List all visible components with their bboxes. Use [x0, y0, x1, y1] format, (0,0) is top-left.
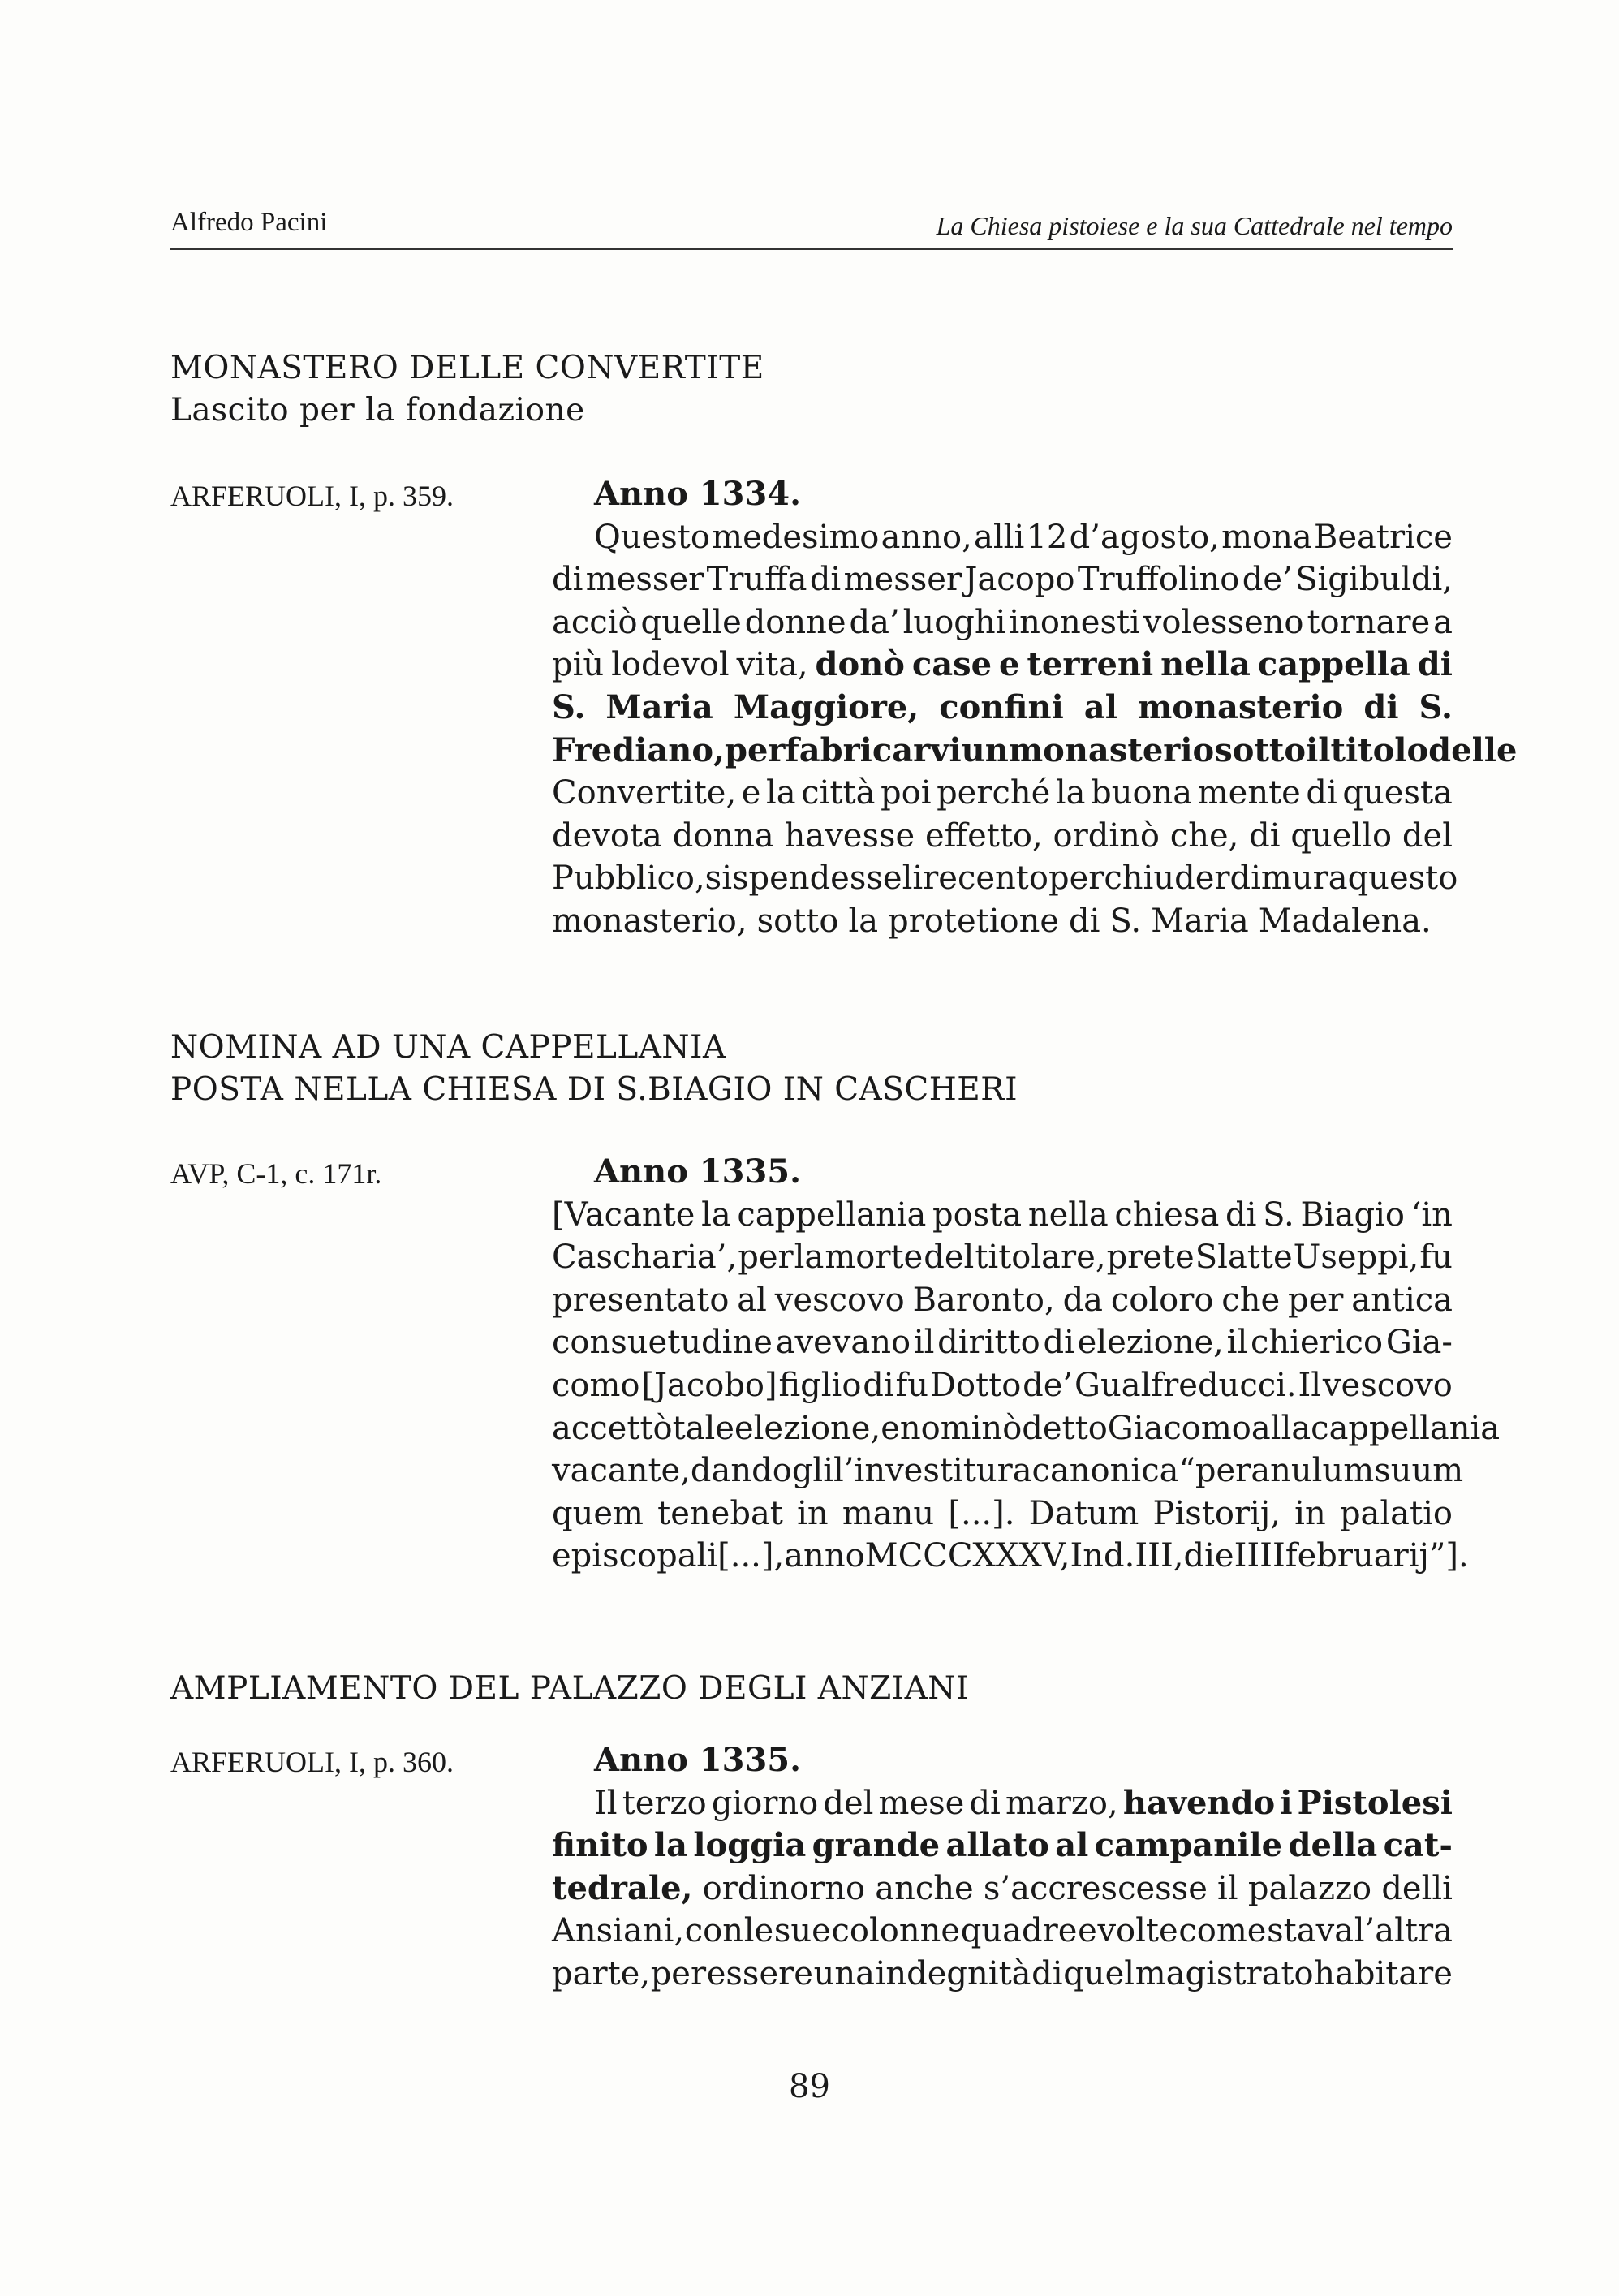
word: Gualfreducci.: [1074, 1366, 1297, 1404]
word: finito: [552, 1826, 648, 1865]
word: die: [1183, 1537, 1234, 1575]
word: cappellania: [1311, 1409, 1501, 1447]
text-line: [552, 1953, 1453, 1996]
word: de’: [1242, 561, 1293, 599]
word: case: [911, 645, 992, 684]
word: tale: [672, 1409, 734, 1447]
word: acciò: [552, 603, 638, 641]
word: nella: [1160, 645, 1251, 684]
text-line: [552, 1910, 1453, 1953]
word: anno: [784, 1537, 865, 1575]
word: delle: [1428, 730, 1518, 769]
word: per: [1048, 859, 1104, 898]
word: sue: [773, 1912, 831, 1950]
word: di: [1043, 1324, 1074, 1362]
word: i: [1280, 1783, 1293, 1822]
word: allato: [945, 1826, 1049, 1865]
word: ordinò: [1053, 816, 1160, 855]
word: mona: [1221, 518, 1312, 556]
word: havesse: [784, 816, 915, 855]
word: figlio: [778, 1366, 862, 1404]
word: lodevol: [611, 646, 730, 684]
word: nella: [1027, 1195, 1109, 1234]
word: III,: [1135, 1537, 1184, 1575]
word: al: [737, 1281, 767, 1319]
word: una: [813, 1954, 875, 1992]
word: buona: [1091, 774, 1193, 812]
word: cat-: [1383, 1826, 1453, 1865]
word: S.: [1263, 1195, 1294, 1234]
word: monasterio: [1137, 687, 1344, 726]
word: spendesse: [732, 859, 902, 898]
word: per: [1288, 1281, 1344, 1319]
word: mente: [1197, 774, 1301, 812]
text-line: [552, 1450, 1464, 1493]
word: morte: [825, 1238, 924, 1277]
word: antica: [1351, 1281, 1453, 1319]
word: Il: [594, 1784, 618, 1822]
section-2-entry: [552, 1151, 1501, 1578]
word: e: [741, 774, 761, 812]
word: Maggiore,: [733, 687, 919, 726]
word: tornare: [1307, 603, 1431, 641]
word: di: [1306, 774, 1337, 812]
header-author: Alfredo Pacini: [170, 208, 328, 237]
word: lire: [902, 859, 958, 898]
text-line: [552, 516, 1453, 559]
word: vacante,: [552, 1452, 691, 1490]
text-line: [552, 730, 1518, 773]
word: e: [1078, 1912, 1097, 1950]
word: alli: [974, 518, 1025, 556]
word: nominò: [899, 1409, 1023, 1447]
word: monasterio,: [552, 902, 747, 940]
word: [...],: [717, 1537, 785, 1575]
word: Datum: [1028, 1494, 1139, 1532]
text-line: [552, 1279, 1453, 1322]
word: l’altra: [1354, 1912, 1453, 1950]
word: giorno: [711, 1784, 819, 1822]
word: [Vacante: [552, 1195, 695, 1234]
word: per: [725, 730, 786, 769]
section-1-source: ARFERUOLI, I, p. 359.: [170, 480, 454, 512]
text-line: [552, 558, 1453, 601]
word: elezione,: [1077, 1324, 1224, 1362]
word: colonne: [831, 1912, 961, 1950]
word: quelle: [640, 603, 742, 641]
word: suum: [1374, 1452, 1464, 1490]
word: chierico: [1251, 1324, 1384, 1362]
word: marzo,: [1005, 1784, 1118, 1822]
section-1-title-line: MONASTERO DELLE CONVERTITE: [170, 350, 764, 386]
text-line: [552, 1236, 1453, 1279]
word: più: [552, 646, 605, 684]
word: vescovo: [1322, 1366, 1453, 1404]
section-2-source: AVP, C-1, c. 171r.: [170, 1157, 382, 1190]
text-line: [552, 815, 1453, 858]
text-line: [552, 1407, 1501, 1450]
word: parte,: [552, 1954, 651, 1992]
word: Madalena.: [1258, 902, 1432, 940]
word: stava: [1267, 1912, 1354, 1950]
word: Pubblico,: [552, 859, 705, 898]
word: la: [701, 1195, 731, 1234]
text-line: [552, 1194, 1453, 1237]
word: quadre: [960, 1912, 1078, 1950]
word: Ind.: [1070, 1537, 1135, 1575]
word: volesseno: [1143, 603, 1304, 641]
word: medesimo: [712, 518, 880, 556]
word: s’accrescesse: [983, 1869, 1208, 1907]
word: poi: [881, 774, 932, 812]
word: donna: [672, 816, 774, 855]
word: Truffolino: [1077, 561, 1240, 599]
word: il: [1217, 1869, 1238, 1907]
section-3-source: ARFERUOLI, I, p. 360.: [170, 1746, 454, 1778]
word: del: [1402, 816, 1453, 855]
section-2-heading: [170, 1027, 1018, 1111]
word: da: [1062, 1281, 1104, 1319]
word: quem: [552, 1494, 644, 1532]
word: che,: [1169, 816, 1239, 855]
word: delli: [1381, 1869, 1453, 1907]
word: in: [1294, 1494, 1326, 1532]
text-line: [552, 644, 1453, 687]
word: Questo: [594, 518, 710, 556]
word: havendo: [1122, 1783, 1276, 1822]
word: il: [913, 1324, 935, 1362]
word: di: [809, 561, 842, 599]
word: canonica: [1031, 1452, 1179, 1490]
word: terzo: [622, 1784, 707, 1822]
word: cento: [957, 859, 1048, 898]
word: che: [1221, 1281, 1281, 1319]
word: februarij”].: [1285, 1537, 1469, 1575]
word: di: [1229, 859, 1261, 898]
word: campanile: [1094, 1826, 1283, 1865]
word: la: [653, 1826, 687, 1865]
word: con: [684, 1912, 744, 1950]
word: come: [1178, 1912, 1267, 1950]
word: per: [650, 1954, 707, 1992]
text-line: [552, 1364, 1453, 1407]
word: Giacomo: [1107, 1409, 1251, 1447]
word: di: [969, 1784, 1001, 1822]
word: prete: [1106, 1238, 1195, 1277]
text-line: [552, 1824, 1453, 1867]
text-line: [552, 1867, 1453, 1910]
word: la: [1055, 774, 1086, 812]
word: consuetudine: [552, 1324, 773, 1362]
word: di: [1069, 902, 1100, 940]
word: e: [999, 645, 1020, 684]
word: per: [738, 1238, 794, 1277]
section-3-year: Anno 1335.: [594, 1741, 802, 1779]
word: S.: [552, 687, 586, 726]
word: grande: [812, 1826, 941, 1865]
word: sotto: [756, 902, 839, 940]
word: loggia: [693, 1826, 807, 1865]
section-3-title-line: AMPLIAMENTO DEL PALAZZO DEGLI ANZIANI: [170, 1670, 969, 1707]
section-1-heading: [170, 347, 764, 432]
word: titolo: [1330, 730, 1429, 769]
word: e: [881, 1409, 900, 1447]
word: donò: [815, 645, 905, 684]
word: si: [704, 859, 732, 898]
word: del: [924, 1238, 975, 1277]
word: in: [797, 1494, 829, 1532]
word: di: [1417, 645, 1453, 684]
word: il: [1226, 1324, 1248, 1362]
section-1-entry: [552, 473, 1518, 943]
word: mese: [878, 1784, 965, 1822]
word: della: [1288, 1826, 1378, 1865]
word: Beatrice: [1313, 518, 1453, 556]
text-line: [552, 1493, 1453, 1536]
word: Jacopo: [964, 561, 1075, 599]
word: habitare: [1314, 1954, 1453, 1992]
word: [Jacobo]: [641, 1366, 777, 1404]
word: effetto,: [925, 816, 1043, 855]
word: titolare,: [975, 1238, 1106, 1277]
word: chiesa: [1114, 1195, 1220, 1234]
word: terreni: [1027, 645, 1154, 684]
section-2-title-line: POSTA NELLA CHIESA DI S.BIAGIO IN CASCHERI: [170, 1071, 1018, 1108]
word: Slatte: [1195, 1238, 1293, 1277]
text-line: [552, 1782, 1453, 1825]
word: donne: [744, 603, 846, 641]
word: mura: [1260, 859, 1348, 898]
word: Gia-: [1385, 1324, 1453, 1362]
word: Pistorij,: [1152, 1494, 1281, 1532]
word: Maria: [1151, 902, 1249, 940]
word: questo: [1347, 859, 1458, 898]
word: la: [766, 774, 796, 812]
word: protetione: [888, 902, 1060, 940]
word: detto: [1022, 1409, 1108, 1447]
text-line: [552, 772, 1453, 815]
word: Frediano,: [552, 730, 725, 769]
word: Dotto: [929, 1366, 1022, 1404]
word: Convertite,: [552, 774, 737, 812]
word: “per: [1178, 1452, 1251, 1490]
word: devota: [552, 816, 662, 855]
word: la: [848, 902, 879, 940]
word: quello: [1290, 816, 1393, 855]
word: di: [1363, 687, 1399, 726]
word: episcopali: [552, 1537, 718, 1575]
text-line: [552, 601, 1453, 644]
word: cappellania: [737, 1195, 927, 1234]
word: S.: [1109, 902, 1142, 940]
word: anulum: [1251, 1452, 1375, 1490]
word: anche: [875, 1869, 974, 1907]
word: di: [863, 1366, 894, 1404]
word: elezione,: [734, 1409, 881, 1447]
word: il: [1306, 730, 1331, 769]
word: cappella: [1257, 645, 1410, 684]
word: accettò: [552, 1409, 673, 1447]
section-1-subtitle-line: Lascito per la fondazione: [170, 392, 585, 429]
section-3-entry: [552, 1739, 1453, 1996]
word: 12: [1026, 518, 1068, 556]
word: al: [1055, 1826, 1089, 1865]
word: manu: [842, 1494, 935, 1532]
word: essere: [706, 1954, 813, 1992]
word: vita,: [736, 646, 808, 684]
running-header: [170, 203, 1453, 250]
word: IIII: [1234, 1537, 1285, 1575]
word: di: [1249, 816, 1281, 855]
word: coloro: [1110, 1281, 1214, 1319]
word: monasterio: [1008, 730, 1215, 769]
word: [...].: [948, 1494, 1015, 1532]
word: vescovo: [774, 1281, 905, 1319]
page-number: 89: [789, 2068, 830, 2105]
word: como: [552, 1366, 640, 1404]
word: città: [801, 774, 876, 812]
word: Ansiani,: [552, 1912, 685, 1950]
word: Cascharia’,: [552, 1238, 738, 1277]
word: da’: [849, 603, 900, 641]
word: l’investitura: [833, 1452, 1032, 1490]
word: le: [743, 1912, 774, 1950]
word: indegnità: [875, 1954, 1031, 1992]
header-book-title: La Chiesa pistoiese e la sua Cattedrale nel tempo: [936, 211, 1453, 240]
section-2-title-line: NOMINA AD UNA CAPPELLANIA: [170, 1029, 726, 1066]
word: Biagio: [1300, 1195, 1405, 1234]
word: MCCCXXXV,: [864, 1537, 1070, 1575]
word: luoghi: [902, 603, 1006, 641]
word: Maria: [605, 687, 713, 726]
section-3-heading: [170, 1668, 969, 1710]
text-line: [552, 1321, 1453, 1364]
word: al: [1083, 687, 1117, 726]
word: presentato: [552, 1281, 730, 1319]
section-2-year: Anno 1335.: [594, 1152, 802, 1191]
word: magistrato: [1135, 1954, 1314, 1992]
word: la: [794, 1238, 825, 1277]
word: di: [552, 561, 583, 599]
text-line: [552, 857, 1458, 900]
word: confini: [939, 687, 1064, 726]
word: a: [1433, 603, 1453, 641]
section-1-year: Anno 1334.: [594, 475, 802, 513]
word: messer: [843, 561, 962, 599]
word: Baronto,: [912, 1281, 1055, 1319]
word: de’: [1023, 1366, 1074, 1404]
word: quel: [1063, 1954, 1135, 1992]
word: un: [961, 730, 1009, 769]
text-line: [552, 687, 1453, 730]
word: inonesti: [1009, 603, 1140, 641]
word: posta: [932, 1195, 1023, 1234]
word: ‘in: [1410, 1195, 1453, 1234]
word: fu: [895, 1366, 929, 1404]
word: sotto: [1214, 730, 1307, 769]
word: tedrale,: [552, 1868, 693, 1907]
word: perché: [937, 774, 1051, 812]
word: del: [823, 1784, 874, 1822]
word: Pistolesi: [1297, 1783, 1453, 1822]
word: diritto: [937, 1324, 1040, 1362]
word: di: [1031, 1954, 1063, 1992]
word: palazzo: [1247, 1869, 1372, 1907]
text-line: [552, 1535, 1469, 1578]
word: questa: [1342, 774, 1453, 812]
word: tenebat: [657, 1494, 783, 1532]
word: d’agosto,: [1069, 518, 1220, 556]
word: avevano: [775, 1324, 911, 1362]
word: Truffa: [706, 561, 807, 599]
word: anno,: [881, 518, 972, 556]
word: Il: [1298, 1366, 1322, 1404]
word: fu: [1419, 1238, 1453, 1277]
word: di: [1225, 1195, 1257, 1234]
word: S.: [1419, 687, 1453, 726]
word: palatio: [1339, 1494, 1453, 1532]
word: Useppi,: [1293, 1238, 1419, 1277]
word: fabricarvi: [785, 730, 962, 769]
word: ordinorno: [702, 1869, 866, 1907]
word: chiuder: [1104, 859, 1230, 898]
word: messer: [585, 561, 704, 599]
word: Sigibuldi,: [1295, 561, 1453, 599]
word: alla: [1251, 1409, 1311, 1447]
word: dandogli: [690, 1452, 834, 1490]
text-line: [552, 900, 1453, 943]
word: volte: [1097, 1912, 1178, 1950]
